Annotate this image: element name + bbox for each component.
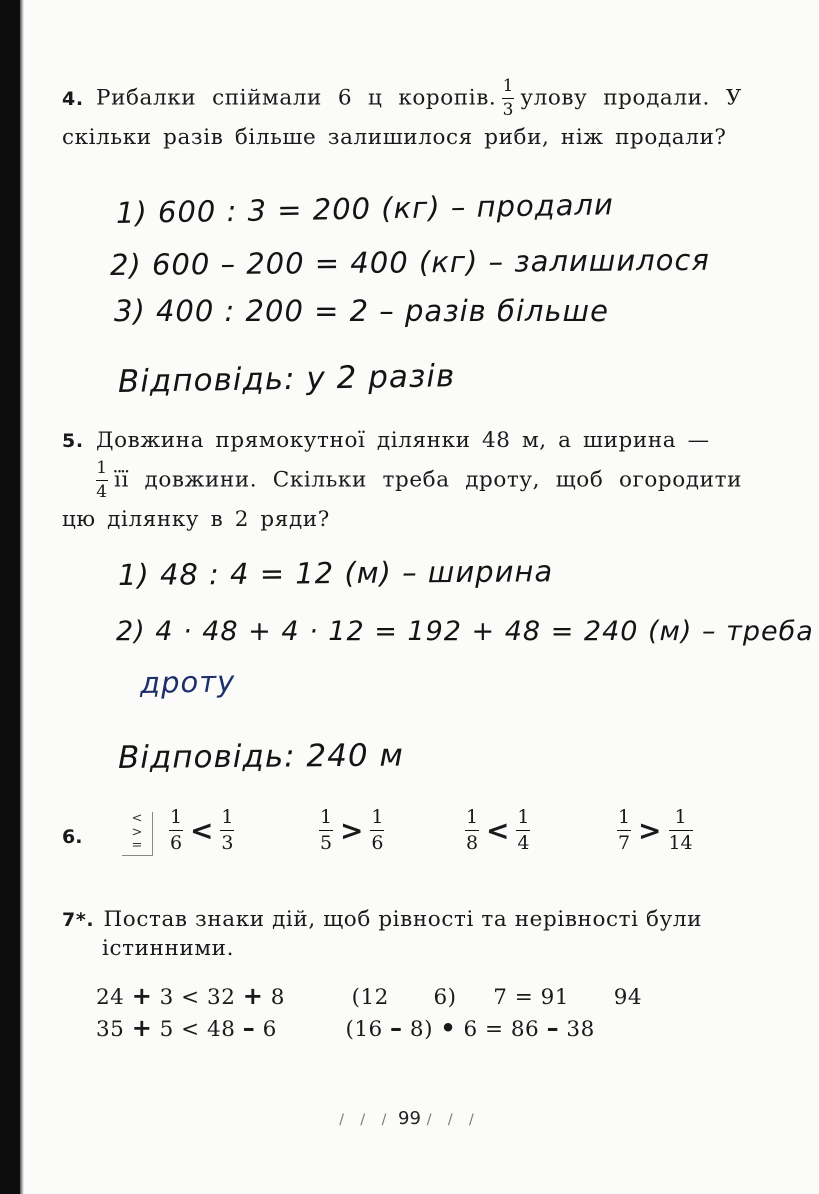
fraction-denominator: 5 [319, 832, 333, 854]
handwritten-sign: – [546, 1014, 560, 1042]
comparison-sign: > [340, 814, 364, 847]
fraction [617, 808, 631, 853]
comparison-3 [462, 808, 533, 853]
footer-ornament-right: / / / [426, 1112, 480, 1128]
fraction-denominator: 7 [617, 832, 631, 854]
fraction-numerator: 1 [169, 806, 183, 828]
fraction-denominator: 4 [96, 482, 108, 503]
expr-part: 7 = 91 [493, 985, 569, 1010]
task5-text-before: Довжина прямокутної ділянки 48 м, а ширина — [96, 428, 710, 453]
fraction-numerator: 1 [617, 806, 631, 828]
handwritten-sign: + [131, 1014, 153, 1042]
fraction-denominator: 6 [371, 832, 384, 854]
expr-part: 38 [566, 1017, 595, 1042]
comparison-4 [614, 808, 696, 853]
expr-part: 94 [613, 985, 643, 1010]
task7-row-1 [96, 982, 642, 1010]
handwritten-sign: + [131, 982, 153, 1010]
comparison-sign: < [190, 814, 214, 847]
expr-part: 6 = 86 [463, 1017, 540, 1042]
fraction-numerator: 1 [465, 806, 479, 828]
task4-step-3: 3) 400 : 200 = 2 – разів більше [114, 294, 609, 328]
task5-step-2: 2) 4 · 48 + 4 · 12 = 192 + 48 = 240 (м) – треба [116, 616, 814, 647]
handwritten-sign: + [242, 982, 264, 1010]
expr-part: 24 [96, 985, 125, 1010]
fraction [169, 808, 183, 853]
expr-part: 6) [433, 985, 457, 1010]
fraction [668, 808, 692, 853]
task7-text [62, 905, 742, 963]
book-binding [0, 0, 20, 1194]
expr-part: 8 [270, 985, 285, 1010]
comparison-sign: < [486, 814, 510, 847]
footer-ornament-left: / / / [339, 1112, 393, 1128]
fraction-numerator: 1 [674, 806, 687, 828]
task7-number: 7*. [62, 909, 95, 931]
legend-greater: > [131, 824, 143, 840]
fraction-denominator: 3 [502, 100, 515, 120]
task7-row-2 [96, 1014, 595, 1042]
fraction-denominator: 4 [517, 832, 530, 854]
task5-text [62, 422, 742, 540]
task4-text-before: Рибалки спіймали 6 ц коропів. [96, 85, 497, 111]
fraction-numerator: 1 [96, 458, 108, 479]
fraction-numerator: 1 [319, 806, 333, 828]
fraction-denominator: 3 [221, 832, 234, 854]
expr-part: 5 < 48 [159, 1017, 236, 1042]
task5-step-2-continued: дроту [139, 664, 236, 700]
task4-step-1: 1) 600 : 3 = 200 (кг) – продали [115, 187, 615, 230]
legend-equal: = [131, 838, 143, 854]
page-number: 99 [398, 1108, 421, 1129]
handwritten-sign: – [390, 1014, 403, 1042]
task7-instruction: Постав знаки дій, щоб рівності та нерівності були [103, 907, 703, 932]
legend-less: < [131, 811, 143, 826]
comparison-sign: > [638, 814, 662, 847]
fraction [465, 808, 479, 853]
handwritten-sign: – [242, 1014, 256, 1042]
fraction-numerator: 1 [517, 806, 530, 828]
task5-answer: Відповідь: 240 м [117, 737, 404, 776]
task5-fraction [96, 460, 108, 501]
task4-text-after: улову продали. У скільки разів більше залишилося риби, ніж продали? [62, 85, 742, 150]
expr-part: 8) [409, 1017, 433, 1042]
fraction-denominator: 14 [668, 832, 693, 854]
expr-part: 35 [96, 1017, 125, 1042]
fraction-numerator: 1 [502, 76, 515, 96]
fraction [220, 808, 234, 853]
task4-fraction [502, 78, 514, 119]
task7-instruction-cont: істинними. [102, 936, 235, 962]
fraction [319, 808, 333, 853]
task5-number: 5. [62, 430, 84, 452]
expr-part: (16 [345, 1017, 383, 1042]
fraction [370, 808, 384, 853]
fraction-denominator: 8 [465, 832, 479, 854]
comparison-legend [122, 812, 153, 856]
task5-text-after: її довжини. Скільки треба дроту, щоб огородити цю ділянку в 2 ряди? [62, 467, 742, 533]
binding-shadow [20, 0, 24, 1194]
fraction-numerator: 1 [221, 806, 234, 828]
task4-answer: Відповідь: у 2 разів [117, 358, 456, 400]
task4-text [62, 78, 742, 157]
expr-part: 6 [262, 1017, 277, 1042]
expr-part: 3 < 32 [159, 985, 236, 1010]
page-footer [0, 1108, 819, 1129]
task4-step-2: 2) 600 – 200 = 400 (кг) – залишилося [109, 242, 711, 282]
task6 [62, 808, 762, 878]
fraction-numerator: 1 [371, 806, 384, 828]
handwritten-sign: • [440, 1014, 457, 1042]
expr-part: (12 [351, 985, 389, 1010]
fraction-denominator: 6 [169, 832, 183, 854]
task6-number: 6. [62, 826, 83, 848]
comparison-2 [316, 808, 387, 853]
task5-step-1: 1) 48 : 4 = 12 (м) – ширина [117, 554, 554, 592]
fraction [516, 808, 530, 853]
comparison-1 [166, 808, 237, 853]
task4-number: 4. [62, 87, 84, 110]
